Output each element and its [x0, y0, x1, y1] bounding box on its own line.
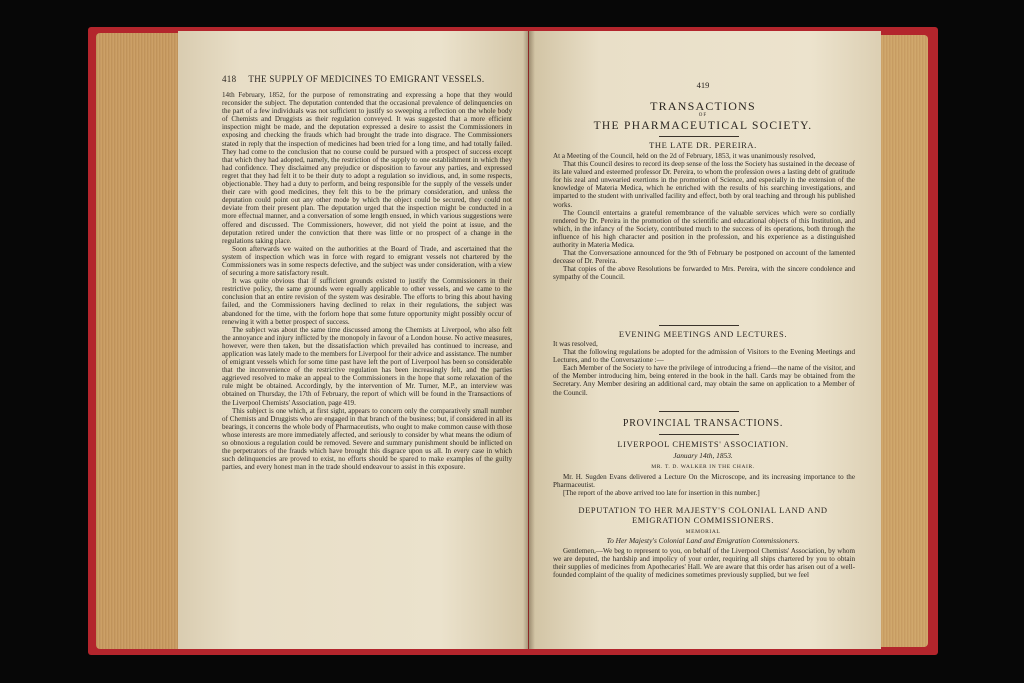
- section-heading: THE LATE DR. PEREIRA.: [649, 140, 757, 150]
- chair-line: MR. T. D. WALKER IN THE CHAIR.: [651, 464, 755, 470]
- right-page-number: 419: [696, 80, 710, 90]
- paragraph: Soon afterwards we waited on the authorities at the Board of Trade, and ascertained that the system of inspection which was in force with regard to emigrant vessels not chartered by the Commissioners was in some respects defective, and the subject was under consideration, with a view of securing a more satisfactory result.: [222, 244, 512, 278]
- book-gutter: [523, 31, 535, 649]
- memorial-text: [553, 547, 855, 579]
- meeting-date: January 14th, 1853.: [673, 451, 733, 460]
- meetings-text: [553, 340, 855, 397]
- section-heading: PROVINCIAL TRANSACTIONS.: [622, 418, 784, 429]
- divider: [659, 136, 739, 137]
- divider: [659, 325, 739, 326]
- paragraph: The Council entertains a grateful remembrance of the valuable services which were so cordially rendered by Dr. Pereira in the promotion of the scientific and educational objects of this Institution, and which, in the infancy of the Society, contributed much to the success of its operations, both through the influence of his high character and position in the profession, and his experience as a distinguished authority in Materia Medica.: [553, 208, 855, 250]
- paragraph: It was quite obvious that if sufficient grounds existed to justify the Commissioners in their restrictive policy, the same grounds were equally applicable to other vessels, and we came to the conclusion that an entire revision of the system was desirable. The efforts to bring this about having failed, and the Commissioners having declined to relax in their regulations, the subject was abandoned for the time, with the forlorn hope that some future opportunity might possibly occur of renewing it with a better prospect of success.: [222, 277, 512, 326]
- divider: [659, 434, 739, 435]
- paragraph: Mr. H. Sugden Evans delivered a Lecture On the Microscope, and its increasing importance to the Pharmaceutist.: [553, 473, 855, 490]
- paragraph: That the Conversazione announced for the 9th of February be postponed on account of the lamented decease of Dr. Pereira.: [553, 249, 855, 266]
- left-body-text: [222, 91, 512, 471]
- paragraph: It was resolved,: [553, 340, 598, 348]
- left-page-number: 418: [222, 74, 237, 84]
- paragraph: Gentlemen,—We beg to represent to you, on behalf of the Liverpool Chemists' Association, by whom we are deputed, the hardship and impolicy of your order, requiring all ships chartered by you to obtain their supplies of medicines from Apothecaries' Hall. We are aware that this order has arisen out of a well-founded complaint of the quality of medicines sometimes previously supplied, but we feel: [553, 547, 855, 580]
- divider: [659, 411, 739, 412]
- paragraph: Each Member of the Society to have the privilege of introducing a friend—the name of the visitor, and of the Member introducing him, being entered in the book in the hall. Cards may be obtained from the Secretary. Any Member desiring an additional card, may obtain the same on application to a Member of the Council.: [553, 364, 855, 397]
- section-heading: LIVERPOOL CHEMISTS' ASSOCIATION.: [617, 439, 789, 449]
- paragraph: At a Meeting of the Council, held on the 2d of February, 1853, it was unanimously resolved,: [553, 152, 816, 160]
- left-running-head: [222, 74, 484, 84]
- left-page: [178, 31, 528, 649]
- left-page-edges: [96, 33, 178, 649]
- memorial-addressee: To Her Majesty's Colonial Land and Emigration Commissioners.: [606, 536, 800, 545]
- title-of: OF: [698, 113, 708, 118]
- title-society: THE PHARMACEUTICAL SOCIETY.: [593, 120, 813, 132]
- left-running-title: THE SUPPLY OF MEDICINES TO EMIGRANT VESSELS.: [248, 74, 485, 84]
- paragraph: [The report of the above arrived too late for insertion in this number.]: [563, 489, 760, 498]
- title-transactions: TRANSACTIONS: [650, 99, 756, 113]
- pereira-text: [553, 152, 855, 282]
- lecture-text: [553, 473, 855, 497]
- section-heading: EVENING MEETINGS AND LECTURES.: [618, 329, 788, 339]
- paragraph: That copies of the above Resolutions be forwarded to Mrs. Pereira, with the sincere condolence and sympathy of the Council.: [553, 265, 855, 282]
- memorial-label: MEMORIAL: [685, 529, 721, 535]
- paragraph: The subject was about the same time discussed among the Chemists at Liverpool, who also felt the annoyance and injury inflicted by the monopoly in favour of a London house. No active measures, however, were then taken, but the dissatisfaction which prevailed has continued to increase, and application was lately made to the members for Liverpool for their advice and assistance. The number of emigrant vessels which for some time past have left the port of Liverpool has been so considerable that the inconvenience of the restrictive regulation has been increasingly felt, and the parties aggrieved resolved to make an appeal to the Commissioners in the hope that some relaxation of the rule might be obtained. Accordingly, by the intervention of Mr. Turner, M.P., an interview was obtained on Thursday, the 17th of February, the report of which will be found in the Transactions of the Liverpool Chemists' Association, page 419.: [222, 325, 512, 407]
- right-page: [529, 31, 881, 649]
- paragraph: That this Council desires to record its deep sense of the loss the Society has sustained in the decease of its late valued and esteemed professor Dr. Pereira, to whom the profession owes a lasting debt of gratitude for his zeal and unwearied exertions in the promotion of Science, and especially in the extension of the knowledge of Materia Medica, which he enriched with the results of his searching investigations, and imparted to the student with unrivalled facility and effect, both by oral teaching and through his published works.: [553, 160, 855, 209]
- section-heading: DEPUTATION TO HER MAJESTY'S COLONIAL LAND AND EMIGRATION COMMISSIONERS.: [578, 505, 828, 525]
- paragraph: That the following regulations be adopted for the admission of Visitors to the Evening Meetings and Lectures, and to the Conversazione :—: [553, 348, 855, 365]
- right-page-edges: [880, 35, 928, 647]
- paragraph: 14th February, 1852, for the purpose of remonstrating and expressing a hope that they would reconsider the subject. The deputation contended that the occasional prevalence of delinquencies on the part of a few individuals was not sufficient to justify so sweeping a reflection on the whole body of Chemists and Druggists as their regulation conveyed. It was suggested that a more efficient inspection might be made, and the deputation expressed a desire to assist the Commissioners in exposing and checking the frauds which had brought the trade into disgrace. The Commissioners stated in reply that the inspection of medicines had been tried for a long time, and had totally failed. They had come to the conclusion that no course could be pursued with a prospect of success except that which they had adopted, namely, the restriction of the supply to one establishment in which they had confidence. They disclaimed any prejudice or disposition to favour any parties, and expressed regret that they had felt it to be their duty to adopt a regulation so invidious, and, in some respects, objectionable. They had a duty to perform, and being responsible for the supply of the vessels under their care with good medicines, they felt this to be the primary consideration, and unless the deputation could point out any other mode by which the object could be secured, they could not deviate from their present plan. The deputation urged that the inspection might be conducted in a more effectual manner, and a conversation of some length ensued, in which various suggestions were offered and discussed. The Commissioners, however, did not yield the point at issue, and the deputation retired under the conviction that there was little or no prospect of a change in the regulations taking place.: [222, 91, 512, 245]
- paragraph: This subject is one which, at first sight, appears to concern only the comparatively small number of Chemists and Druggists who are engaged in that branch of the business; but, if considered in all its bearings, it concerns the whole body of Pharmaceutists, who ought to make common cause with those whose interests are more immediately affected, and seriously to consider by what means the odium of so obnoxious a regulation could be removed. Severe and summary punishment should be inflicted on the perpetrators of the frauds which have brought this disgrace upon us all. In every case in which such delinquencies are proved to exist, no efforts should be spared to make examples of the guilty parties, and every honest man in the trade should endeavour to assist in this exposure.: [222, 406, 512, 472]
